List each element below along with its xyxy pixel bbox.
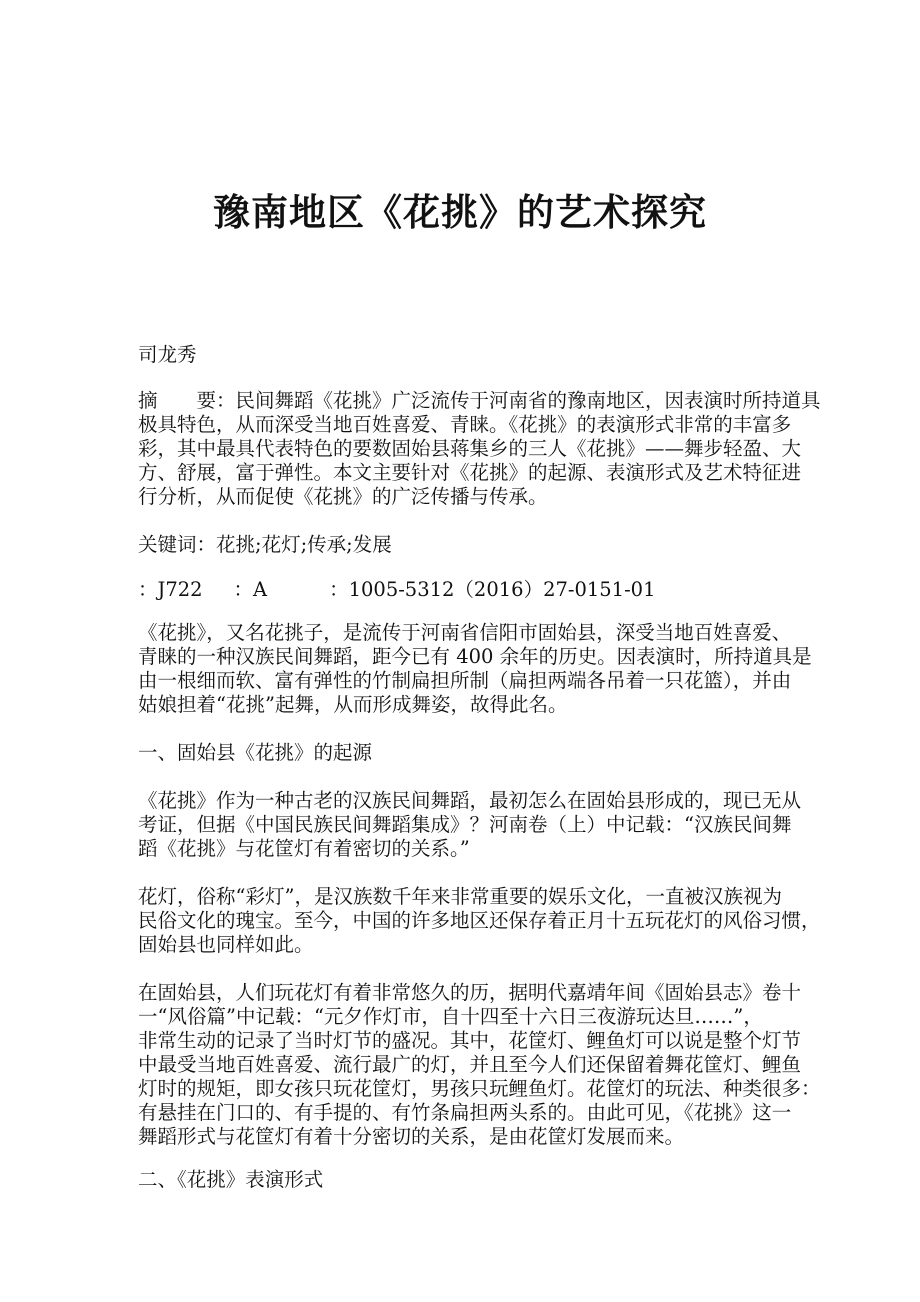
abstract-line: 彩，其中最具代表特色的要数固始县蒋集乡的三人《花挑》——舞步轻盈、大 bbox=[138, 437, 802, 460]
classification-codes: ：J722 ：A ：1005-5312（2016）27-0151-01 bbox=[138, 578, 656, 601]
paragraph-line: 舞蹈形式与花筐灯有着十分密切的关系，是由花筐灯发展而来。 bbox=[138, 1125, 685, 1148]
author: 司龙秀 bbox=[138, 343, 197, 366]
paragraph-lanterns bbox=[138, 885, 821, 957]
abstract-line: 摘 要：民间舞蹈《花挑》广泛流传于河南省的豫南地区，因表演时所持道具 bbox=[138, 389, 821, 412]
paragraph-line: 姑娘担着“花挑”起舞，从而形成舞姿，故得此名。 bbox=[138, 693, 568, 716]
paragraph-intro bbox=[138, 621, 812, 717]
paragraph-line: 有悬挂在门口的、有手提的、有竹条扁担两头系的。由此可见，《花挑》这一 bbox=[138, 1101, 792, 1124]
paragraph-line: 蹈《花挑》与花筐灯有着密切的关系。” bbox=[138, 837, 470, 860]
paragraph-line: 民俗文化的瑰宝。至今，中国的许多地区还保存着正月十五玩花灯的风俗习惯， bbox=[138, 909, 821, 932]
paragraph-line: 青睐的一种汉族民间舞蹈，距今已有 400 余年的历史。因表演时，所持道具是 bbox=[138, 645, 812, 668]
paragraph-line: 《花挑》作为一种古老的汉族民间舞蹈，最初怎么在固始县形成的，现已无从 bbox=[138, 789, 802, 812]
paragraph-origin bbox=[138, 789, 802, 861]
paragraph-line: 花灯，俗称“彩灯”，是汉族数千年来非常重要的娱乐文化，一直被汉族视为 bbox=[138, 885, 782, 908]
paragraph-line: 非常生动的记录了当时灯节的盛况。其中，花筐灯、鲤鱼灯可以说是整个灯节 bbox=[138, 1029, 802, 1052]
paragraph-line: 在固始县，人们玩花灯有着非常悠久的历，据明代嘉靖年间《固始县志》卷十 bbox=[138, 981, 802, 1004]
paragraph-line: 灯时的规矩，即女孩只玩花筐灯，男孩只玩鲤鱼灯。花筐灯的玩法、种类很多： bbox=[138, 1077, 821, 1100]
document-title: 豫南地区《花挑》的艺术探究 bbox=[213, 190, 707, 234]
paragraph-line: 固始县也同样如此。 bbox=[138, 933, 314, 956]
paragraph-line: 由一根细而软、富有弹性的竹制扁担所制（扁担两端各吊着一只花篮），并由 bbox=[138, 669, 792, 692]
abstract-line: 行分析，从而促使《花挑》的广泛传播与传承。 bbox=[138, 485, 548, 508]
paragraph-line: 一“风俗篇”中记载：“元夕作灯市，自十四至十六日三夜游玩达旦……”， bbox=[138, 1005, 763, 1028]
section-heading-2: 二、《花挑》表演形式 bbox=[138, 1168, 324, 1191]
abstract-line: 极具特色，从而深受当地百姓喜爱、青睐。《花挑》的表演形式非常的丰富多 bbox=[138, 413, 792, 436]
abstract bbox=[138, 389, 821, 509]
keywords: 关键词：花挑;花灯;传承;发展 bbox=[138, 533, 392, 556]
paragraph-line: 《花挑》，又名花挑子，是流传于河南省信阳市固始县，深受当地百姓喜爱、 bbox=[138, 621, 792, 644]
paragraph-line: 中最受当地百姓喜爱、流行最广的灯，并且至今人们还保留着舞花筐灯、鲤鱼 bbox=[138, 1053, 802, 1076]
paragraph-history bbox=[138, 981, 821, 1149]
abstract-line: 方、舒展，富于弹性。本文主要针对《花挑》的起源、表演形式及艺术特征进 bbox=[138, 461, 802, 484]
paragraph-line: 考证，但据《中国民族民间舞蹈集成》？河南卷（上）中记载：“汉族民间舞 bbox=[138, 813, 792, 836]
section-heading-1: 一、固始县《花挑》的起源 bbox=[138, 741, 373, 764]
